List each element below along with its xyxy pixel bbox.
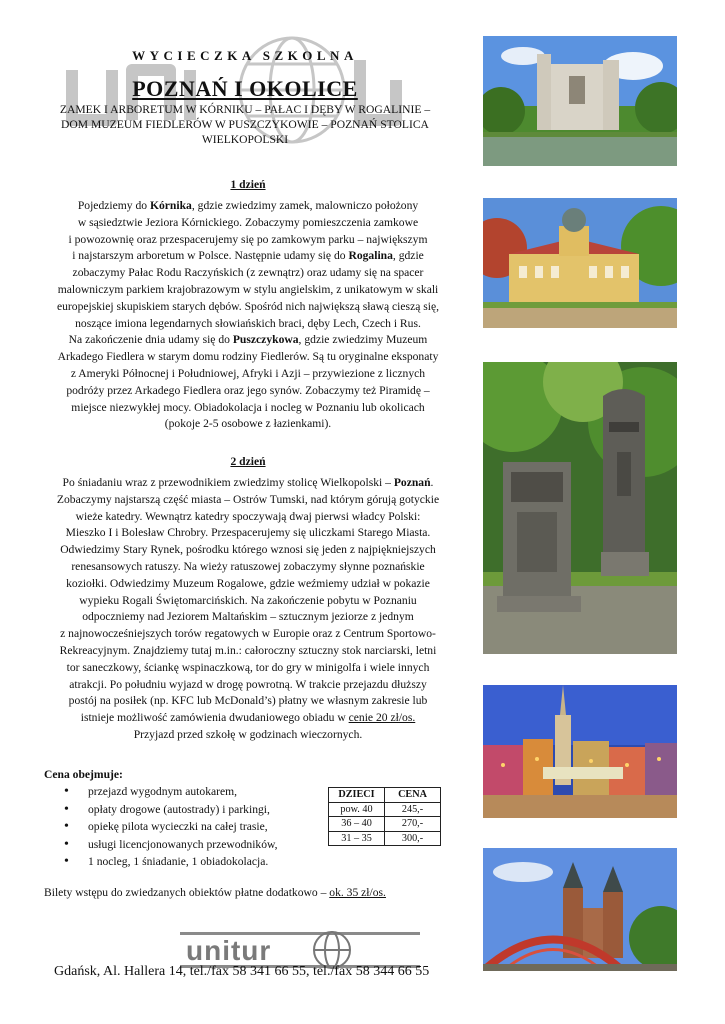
price-table [328, 787, 441, 846]
logo-text: unitur [186, 935, 272, 966]
table-header-row [329, 788, 441, 803]
footer-address: Gdańsk, Al. Hallera 14, tel./fax 58 341 66 55, tel./fax 58 344 66 55 [54, 964, 430, 979]
text-line: z najnowocześniejszych torów regatowych w Europie oraz z Centrum Sportowo- [60, 627, 436, 641]
list-item: • opłaty drogowe (autostrady) i parkingi, [64, 801, 278, 819]
tickets-amount: ok. 35 zł/os. [329, 886, 386, 899]
list-item: • usługi licencjonowanych przewodników, [64, 836, 278, 854]
text-line: Przyjazd przed szkołę w godzinach wieczornych. [133, 727, 363, 741]
place-name: Kórnika [149, 199, 192, 212]
text-line: malowniczym parkiem krajobrazowym w stylu angielskim, z unikatowym w skali [57, 282, 439, 296]
place-name: Rogalina [348, 249, 393, 263]
text-line: i powozownię oraz przespacerujemy się po zamkowym parku – największym [68, 232, 428, 246]
column-header-price: CENA [385, 788, 441, 803]
day2-heading: 2 dzień [230, 455, 266, 468]
photo-poznan-cathedral-bridge [483, 848, 677, 971]
text-line: istnieje możliwość zamówienia dwudaniowego obiadu w cenie 20 zł/os. [80, 711, 416, 725]
text-line: europejskiej skupiskiem starych dębów. Spośród nich największą sławą cieszą się, [56, 299, 440, 313]
day1-description [38, 198, 458, 433]
trip-kicker: WYCIECZKA SZKOLNA [132, 48, 358, 63]
route-line: DOM MUZEUM FIEDLERÓW W PUSZCZYKOWIE – POZNAŃ STOLICA [61, 118, 429, 131]
text-line: Arkadego Fiedlera w starym domu rodziny Fiedlerów. Są tu oryginalne eksponaty [57, 350, 439, 364]
table-cell: 36 – 40 [329, 817, 385, 832]
route-summary [40, 102, 450, 147]
text-line: w sąsiedztwie Jeziora Kórnickiego. Zobaczymy pomieszczenia zamkowe [77, 215, 419, 229]
day1-heading: 1 dzień [230, 178, 266, 191]
text-line: noszące imiona legendarnych słowiańskich braci, dęby Lech, Czech i Rus. [75, 316, 421, 330]
table-row [329, 817, 441, 832]
column-header-children: DZIECI [329, 788, 385, 803]
text-line: Pojedziemy do Kórnika, gdzie zwiedzimy zamek, malowniczo położony [77, 199, 419, 212]
text-line: koziołki. Odwiedzimy Muzeum Rogalowe, gdzie weźmiemy udział w pokazie [66, 576, 430, 590]
text-line: odpoczniemy nad Jeziorem Maltańskim – sztucznym jeziorze z jednym [82, 610, 414, 624]
text-line: Odwiedzimy Stary Rynek, pośrodku którego wznosi się jeden z najpiękniejszych [60, 543, 436, 557]
route-line: WIELKOPOLSKI [201, 133, 289, 146]
day2-description [38, 475, 458, 744]
place-name: Puszczykowa [232, 333, 299, 347]
text-line: (pokoje 2-5 osobowe z łazienkami). [164, 417, 332, 431]
text-line: Zobaczymy najstarszą część miasta – Ostrów Tumski, nad którym górują gotyckie [56, 492, 440, 506]
price-highlight: cenie 20 zł/os. [348, 711, 416, 725]
text-line: zobaczymy Pałac Rodu Raczyńskich (z zewnątrz) oraz udamy się na spacer [72, 266, 424, 280]
table-cell: 270,- [385, 817, 441, 832]
text-line: podróży przez Arkadego Fiedlera oraz jego synów. Zobaczymy też Piramidę – [66, 383, 430, 397]
text-line: i najstarszym arboretum w Polsce. Następnie udamy się do Rogalina, gdzie [72, 249, 424, 263]
table-cell: pow. 40 [329, 802, 385, 817]
table-cell: 245,- [385, 802, 441, 817]
table-row [329, 831, 441, 846]
table-cell: 31 – 35 [329, 831, 385, 846]
price-includes-title: Cena obejmuje: [44, 768, 123, 781]
table-cell: 300,- [385, 831, 441, 846]
text-line: Na zakończenie dnia udamy się do Puszczykowa, gdzie zwiedzimy Muzeum [68, 333, 428, 347]
photo-kornik-castle [483, 36, 677, 166]
list-item: • przejazd wygodnym autokarem, [64, 783, 278, 801]
text-line: Po śniadaniu wraz z przewodnikiem zwiedzimy stolicę Wielkopolski – Poznań. [62, 476, 434, 489]
text-line: atrakcji. Po południu wyjazd w drogę powrotną. W trakcie przejazdu dłuższy [69, 677, 427, 691]
text-line: Rekreacyjnym. Znajdziemy tutaj m.in.: całoroczny sztuczny stok narciarski, letni [59, 643, 437, 657]
photo-fiedler-museum-statues [483, 362, 677, 654]
photo-poznan-old-market [483, 685, 677, 818]
table-row [329, 802, 441, 817]
list-item: • 1 nocleg, 1 śniadanie, 1 obiadokolacja. [64, 853, 278, 871]
tickets-text: Bilety wstępu do zwiedzanych obiektów płatne dodatkowo – [44, 886, 330, 899]
text-line: Mieszko I i Bolesław Chrobry. Przespacerujemy się uliczkami Starego Miasta. [65, 526, 431, 540]
place-name: Poznań [393, 476, 431, 489]
text-line: miejsce niezwykłej mocy. Obiadokolacja i nocleg w Poznaniu lub okolicach [71, 400, 425, 414]
page-title: POZNAŃ I OKOLICE [132, 76, 358, 101]
text-line: wypieku Rogali Świętomarcińskich. Na zakończenie pobytu w Poznaniu [79, 593, 417, 607]
photo-rogalin-palace [483, 198, 677, 328]
text-line: wieże katedry. Wewnątrz katedry spoczywają dwaj pierwsi władcy Polski: [75, 509, 421, 523]
route-line: ZAMEK I ARBORETUM W KÓRNIKU – PAŁAC I DĘBY W ROGALINIE – [59, 103, 431, 116]
text-line: z Ameryki Północnej i Południowej, Afryki i Azji – przywiezione z licznych [70, 366, 426, 380]
tickets-note [44, 886, 386, 899]
text-line: tor saneczkowy, ściankę wspinaczkową, tor do gry w minigolfa i wiele innych [66, 660, 430, 674]
list-item: • opiekę pilota wycieczki na całej trasie, [64, 818, 278, 836]
text-line: postój na posiłek (np. KFC lub McDonald’s) płatny we własnym zakresie lub [68, 694, 428, 708]
price-includes-list [64, 783, 278, 871]
text-line: renesansowych ratuszy. Na wieży ratuszowej zobaczymy słynne poznańskie [71, 559, 425, 573]
